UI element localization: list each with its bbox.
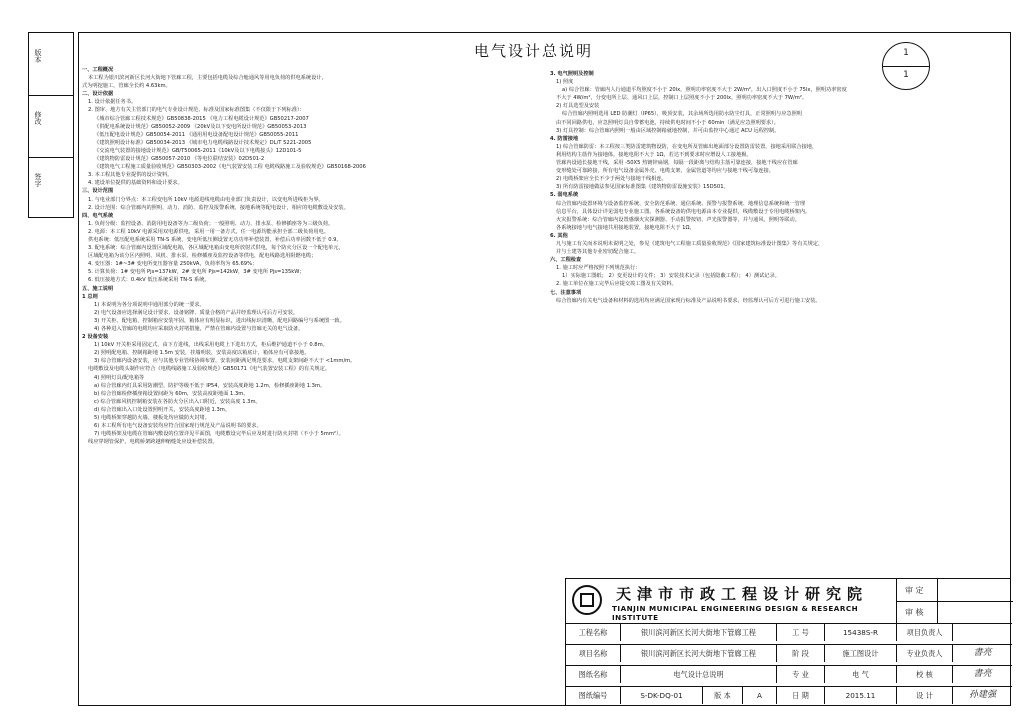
index-divider xyxy=(883,66,929,67)
cell-value: A xyxy=(742,687,776,704)
note-line: 综合管廊内有关电气设备和材料的选用均应满足国家现行标准及产品说明书要求，经监理认可后方可进行施工安装。 xyxy=(556,297,821,304)
section-heading: 4. 防雷接地 xyxy=(550,135,579,142)
note-line: 1) 综合管廊防雷：本工程按三类防雷建筑物设防，在变电所及管廊出地面部分设置防雷装置。接地采用联合接地， xyxy=(556,143,818,150)
index-bottom: 1 xyxy=(903,70,909,80)
note-line: 综合管廊内照明选用 LED 防潮灯（IP65），吸顶安装，其余场所选用防水防尘灯具，正常照明与应急照明 xyxy=(562,111,802,118)
cell-label: 图纸编号 xyxy=(578,691,608,700)
cell-label: 专业负责人 xyxy=(896,645,952,662)
note-line: 《城市综合管廊工程技术规范》GB50838-2015 《电力工程电缆设计规范》GB50217-2007 xyxy=(94,115,309,122)
strip-cell xyxy=(29,157,73,217)
note-line: 《建筑电气工程施工质量验收规范》GB50303-2002《电气装置安装工程 电缆线路施工及验收规范》GB50168-2006 xyxy=(94,164,366,171)
note-line: 1. 设计依据任务书。 xyxy=(88,99,137,106)
cell-label: 校 核 xyxy=(896,666,952,683)
note-line: 4. 建设单位提供的基础资料和设计要求。 xyxy=(88,180,183,187)
note-line: 供电系统：低压配电系统采用 TN-S 系统，变电所低压侧设置无功功率补偿装置，补偿后功率因数不低于 0.9。 xyxy=(88,236,342,243)
note-line: 并与土建等其他专业密切配合施工。 xyxy=(556,249,640,256)
cell-signature: 書亮 xyxy=(952,645,1012,662)
note-line: 变形缝处可靠跨接，所有电气设备金属外壳、电缆支架、金属管道等均应与接地干线可靠连接。 xyxy=(556,168,774,175)
note-line: 1. 与电业部门分界点：本工程变电所 10kV 电源进线电缆由电业部门负责设计，以变电所进线柜为界。 xyxy=(88,196,324,203)
section-heading: 七、注意事项 xyxy=(550,289,582,296)
section-heading: 2 设备安装 xyxy=(82,334,109,341)
cell-value: 银川滨河新区长河大街地下管廊工程 xyxy=(620,645,776,662)
institute-name-en: TIANJIN MUNICIPAL ENGINEERING DESIGN & RESEARCH INSTITUTE xyxy=(612,604,859,622)
cell-label: 阶 段 xyxy=(776,645,824,662)
note-line: 2) 电气设备应选择满足设计要求、设备铭牌、质量合格的产品并经监理认可后方可安装。 xyxy=(94,309,299,316)
cell-label: 专 业 xyxy=(776,666,824,683)
note-line: 电缆敷设及电缆头制作应符合《电缆线路施工及验收规范》GB50171《电气装置安装工程》的有关规定。 xyxy=(88,366,330,373)
note-line: 式为明挖施工，管廊全长约 4.63km。 xyxy=(82,83,171,90)
note-line: 1. 负荷分级：监控设备、消防用电设备等为二级负荷；一般照明、动力、排水泵、检修插座等为三级负荷。 xyxy=(88,220,334,227)
note-line: 4) 各种进入管廊的电缆均应采取防火封堵措施，严禁在管廊内设置与管廊无关的电气设备。 xyxy=(94,326,304,332)
note-line: 3) 所有防雷接地做法参见国家标准图集《建筑物防雷设施安装》15D501。 xyxy=(556,184,729,191)
note-line: b) 综合管廊检修插座箱设置间距为 60m，安装高度距地面 1.3m。 xyxy=(94,390,249,397)
cell-label: 项目名称 xyxy=(578,649,608,658)
note-line: 2. 图审、地方有关主管部门的电气专业设计规范、标准及国家标准图集（不仅限于下列标准）： xyxy=(88,107,305,114)
note-line: c) 综合管廊风机控制箱安装在各防火分区出入口附近，安装高度 1.3m。 xyxy=(94,398,261,405)
note-line: 2) 电缆桥架应全长不少于两处与接地干线相连。 xyxy=(556,176,667,183)
section-heading: 一、工程概况 xyxy=(82,67,114,73)
note-line: d) 综合管廊出入口处设置照明开关，安装高度距地 1.3m。 xyxy=(94,406,231,413)
note-line: 5. 计算负荷：1# 变电所 Pjs=137kW，2# 变电所 Pjs=142kW，3# 变电所 Pjs=135kW； xyxy=(88,269,305,276)
note-line: 《交流电气装置的接地设计规范》GB/T50065-2011《10kV及以下电缆接头》12D101-5 xyxy=(94,147,302,154)
cell-label: 图纸名称 xyxy=(578,670,608,679)
approval-box xyxy=(896,579,1013,623)
note-line: 综合管廊内设置环境与设备监控系统、安全防范系统、通信系统、预警与报警系统、地理信息系统和统一管理 xyxy=(556,200,806,207)
note-line: 4) 照明灯具/配电箱等 xyxy=(94,374,145,381)
cell-label: 版 本 xyxy=(702,687,742,704)
title-block xyxy=(565,578,1011,706)
cell-label: 工 号 xyxy=(776,624,824,641)
cell-value: S-DK-DQ-01 xyxy=(620,687,702,704)
note-line: 6) 本工程所有电气设备安装均应符合国家现行规范及产品说明书的要求。 xyxy=(94,423,262,430)
note-line: 本工程为银川滨河新区长河大街地下管廊工程，主要包括电缆及综合舱通风等用电负荷的供电系统设计， xyxy=(88,75,327,82)
note-line: 《供配电系统设计规范》GB50052-2009 《20kV及以下变电所设计规范》GB50053-2013 xyxy=(94,123,307,130)
note-line: 各系统接地与电气接地共用接地装置，接地电阻不大于 1Ω。 xyxy=(556,224,695,231)
note-line: 利用结构主筋作为接地体，接地电阻不大于 1Ω，若达不到要求时应增设人工接地极。 xyxy=(556,151,752,158)
note-line: 凡与施工有关而本说明未说明之处，参见《建筑电气工程施工质量验收规范》《国家建筑标准设计图集》等有关规定， xyxy=(556,240,824,247)
note-line: 《建筑照明设计标准》GB50034-2013 《城市电力电缆线路设计技术规定》DL/T 5221-2005 xyxy=(94,139,312,146)
row-project xyxy=(566,623,1012,641)
note-line: 3) 开关柜、配电箱、控制箱应安装牢固，箱体应有明显标识，进出线标识清晰，配电回路编号与系统图一致。 xyxy=(94,317,345,324)
note-line: 5) 电缆桥架穿越防火墙、楼板处均应做防火封堵。 xyxy=(94,415,210,422)
strip-label: 签字 xyxy=(34,173,42,187)
strip-cell xyxy=(29,33,73,96)
institute-logo-icon xyxy=(572,585,602,615)
row-item xyxy=(566,644,1012,662)
note-line: 3) 综合管廊内设备安装，应与其他专业管线协调布置，安装间距满足规范要求，电缆支架间距不大于 <1mm/m。 xyxy=(94,358,356,365)
approve-label: 审 定 xyxy=(905,586,924,595)
section-heading: 5. 弱电系统 xyxy=(550,192,579,199)
note-line: 《建筑物防雷设计规范》GB50057-2010 《等电位联结安装》02D501-2 xyxy=(94,156,265,163)
section-heading: 三、设计范围 xyxy=(82,188,114,195)
cell-label: 项目负责人 xyxy=(896,624,952,641)
strip-label: 修改 xyxy=(34,111,42,125)
section-heading: 五、施工说明 xyxy=(82,285,114,292)
cell-signature xyxy=(952,624,1012,641)
approve-row xyxy=(897,579,1013,602)
note-line: 信息平台，具体设计详见弱电专业施工图。各系统设备的供电电源由本专业提供，线缆敷设于专用电缆桥架内。 xyxy=(556,208,811,215)
page-title: 电气设计总说明 xyxy=(474,42,594,60)
cell-signature: 書亮 xyxy=(952,666,1012,683)
strip-label: 版本 xyxy=(34,49,42,63)
note-line: 1) 照度 xyxy=(556,79,574,86)
note-line: 2) 照明配电箱、控制箱距地 1.5m 安装，挂墙明装，安装高度以箱底计，箱体应有可靠接地。 xyxy=(94,350,310,357)
note-line: 2) 灯具选型及安装 xyxy=(556,103,600,110)
note-line: 线应穿钢管保护，电缆桥架跨越伸缩缝处应设补偿装置。 xyxy=(88,439,218,446)
index-top: 1 xyxy=(903,48,909,58)
cell-signature: 孙建强 xyxy=(952,687,1012,704)
note-line: 6. 低压接地方式：0.4kV 低压系统采用 TN-S 系统。 xyxy=(88,277,210,284)
institute-name-cn: 天津市市政工程设计研究院 xyxy=(616,585,869,603)
institute-header xyxy=(566,579,896,623)
note-line: 7) 电缆桥架及电缆在管廊内敷设的位置详见平面图，电缆敷设完毕后应及时进行防火封堵（不小于 5mm²）。 xyxy=(94,431,344,438)
note-line: 3) 灯具控制：综合管廊内照明一般由区域控制箱就地控制，并可由监控中心通过 ACU 远程控制。 xyxy=(556,127,780,134)
notes-right-column xyxy=(550,70,1005,305)
notes-left-column xyxy=(82,66,537,446)
note-line: 3. 本工程其他专业提供的设计资料。 xyxy=(88,172,173,179)
note-line: 1）实际施工图纸； 2）变更设计的文件； 3）安装技术记录（包括隐蔽工程）； 4）测试记录。 xyxy=(562,273,780,280)
review-row xyxy=(897,601,1013,623)
section-heading: 1 总则 xyxy=(82,293,98,300)
section-heading: 二、设计依据 xyxy=(82,91,114,98)
cell-value: 施工图设计 xyxy=(824,645,896,662)
review-label: 审 核 xyxy=(905,608,924,617)
note-line: 火灾报警系统：综合管廊内设置感烟火灾探测器、手动报警按钮、声光报警器等，并与通风、照明等联动。 xyxy=(556,216,800,223)
section-heading: 3. 电气照明及控制 xyxy=(550,71,594,77)
row-drawing-number xyxy=(566,686,1012,704)
note-line: a) 综合管廊：管廊内人行通道平均照度不小于 20lx，照明功率密度不大于 2W/m²，出入口照度不小于 75lx，照明功率密度 xyxy=(562,87,847,94)
section-heading: 六、工程检查 xyxy=(550,257,582,264)
note-line: 1) 10kV 开关柜采用固定式，由下方进线，出线采用电缆上下进出方式，柜后维护通道不小于 0.8m。 xyxy=(94,342,328,349)
cell-label: 工程名称 xyxy=(578,628,608,637)
note-line: 2. 设计范围：综合管廊内的照明、动力、消防、监控及报警系统、接地系统等配电设计，相应的电缆敷设及安装。 xyxy=(88,204,349,211)
cell-label: 日 期 xyxy=(776,687,824,704)
note-line: 2. 施工单位在施工完毕后应提交竣工图及有关资料。 xyxy=(556,281,677,288)
note-line: 1) 本说明为各分项说明中通用部分的统一要求。 xyxy=(94,301,205,308)
note-line: 1. 施工时应严格按照下列规范执行： xyxy=(556,265,641,272)
note-line: 管廊内设通长接地干线，采用 -50X5 热镀锌扁钢，每隔一段距离与结构主筋可靠连接，接地干线应在管廊 xyxy=(556,160,798,167)
cell-label: 设 计 xyxy=(896,687,952,704)
note-line: 3. 配电系统：综合管廊内设置区域配电箱，各区域配电箱由变电所放射式供电，每个防火分区设一个配电单元， xyxy=(88,245,344,252)
row-drawing-name xyxy=(566,665,1012,683)
section-heading: 6. 其他 xyxy=(550,232,568,239)
note-line: 不大于 4W/m²，分变电所上层、通风口上层，控制口上层照度不小于 200lx，照明功率密度不大于 7W/m²。 xyxy=(556,95,808,102)
note-line: a) 综合管廊内灯具采用防潮型，防护等级不低于 IP54，安装高度距地 1.2m，检修插座距地 1.3m。 xyxy=(94,382,326,389)
note-line: 由不同回路供电，应急照明灯具自带蓄电池，持续供电时间不小于 60min（满足应急照明要求）。 xyxy=(556,119,779,126)
cell-value: 电气设计总说明 xyxy=(620,666,776,683)
section-heading: 四、电气系统 xyxy=(82,212,114,219)
cell-value: 电 气 xyxy=(824,666,896,683)
strip-cell xyxy=(29,95,73,158)
note-line: 4. 变压器：1#~3# 变电所变压器容量 250kVA，负荷率均为 65.69%； xyxy=(88,261,258,268)
cell-value: 15438S-R xyxy=(824,624,896,641)
note-line: 区域配电箱为该分区内照明、风机、排水泵、检修插座及监控设备等供电，配电线路选用阻燃电缆； xyxy=(88,253,317,260)
revision-strip xyxy=(28,32,74,218)
cell-value: 2015.11 xyxy=(824,687,896,704)
note-line: 2. 电源：本工程 10kV 电源采用双电源供电，采用一用一备方式，任一电源均能承担全部二级负荷用电。 xyxy=(88,228,329,235)
note-line: 《低压配电设计规范》GB50054-2011 《通用用电设备配电设计规范》GB50055-2011 xyxy=(94,131,299,138)
cell-value: 银川滨河新区长河大街地下管廊工程 xyxy=(620,624,776,641)
